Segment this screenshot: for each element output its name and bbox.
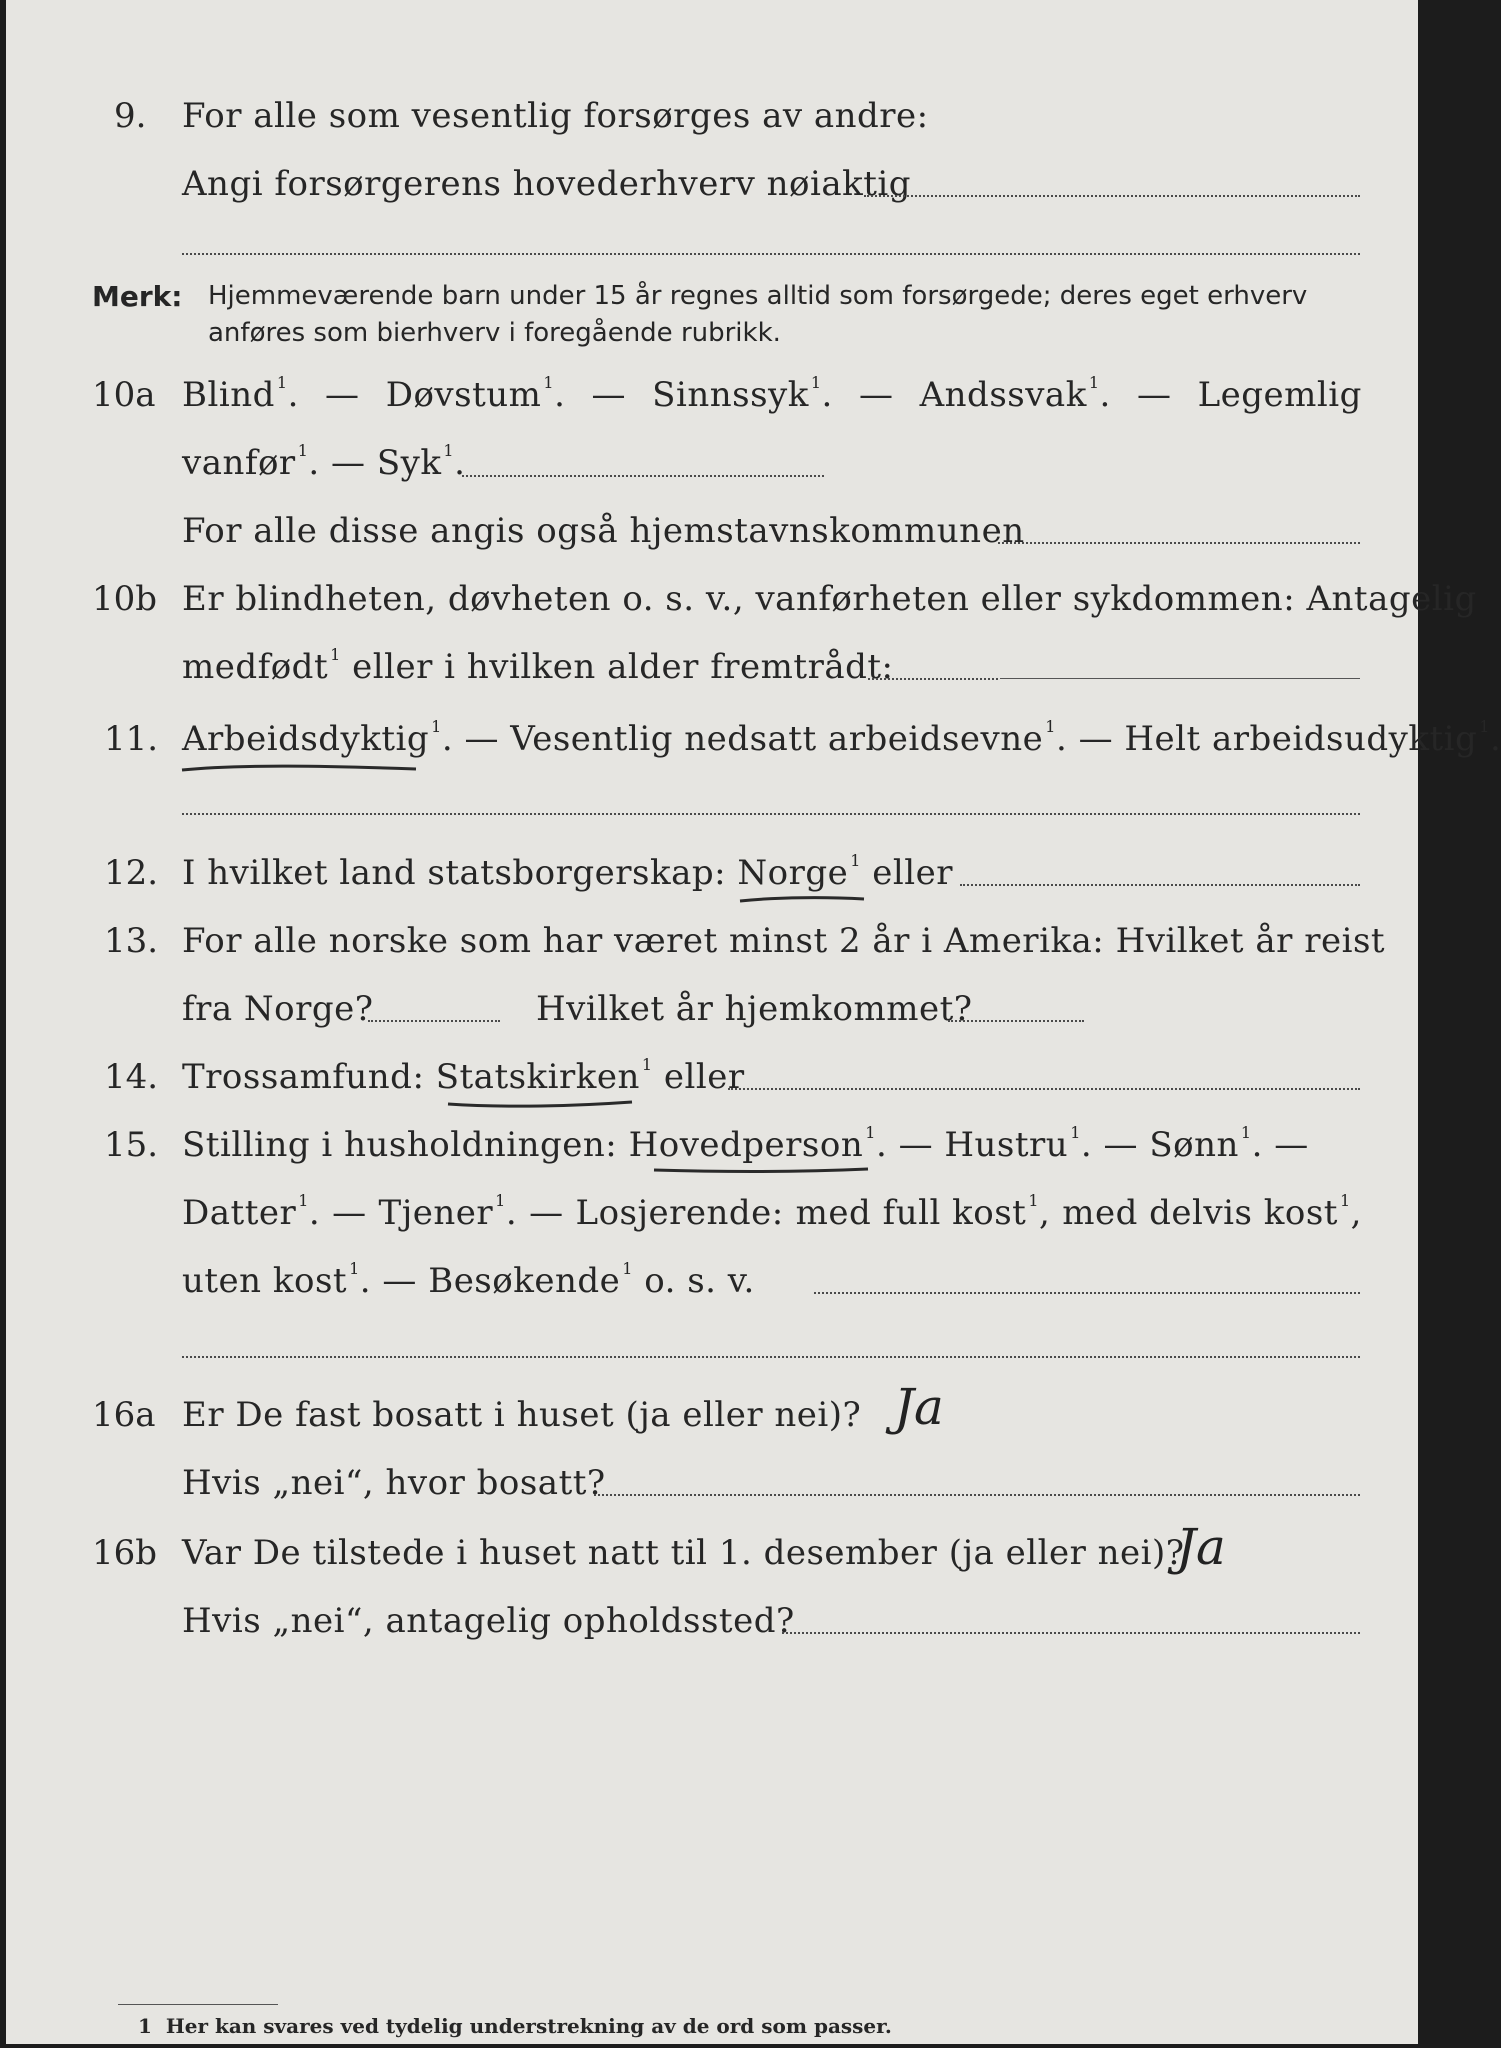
q14-handwritten-underline bbox=[446, 1098, 636, 1112]
q15-line1: Stilling i husholdningen: Hovedperson $^1$. — Hustru $^1$. — Sønn $^1$. — bbox=[182, 1123, 1309, 1165]
q16a-line1: Er De fast bosatt i huset (ja eller nei)? bbox=[182, 1395, 862, 1435]
q14-statskirken[interactable]: Statskirken bbox=[435, 1057, 640, 1097]
q10b-medfodt[interactable]: medfødt bbox=[182, 647, 329, 687]
q15-line2: Datter $^1$. — Tjener $^1$. — Losjerende: med full kost $^1$, med delvis kost $^1$, bbox=[182, 1191, 1362, 1233]
q11-line: Arbeidsdyktig $^1$. — Vesentlig nedsatt arbeidsevne $^1$. — Helt arbeidsudyktig $^1$. bbox=[182, 717, 1501, 759]
census-form-page bbox=[6, 0, 1501, 2044]
merk-line2: anføres som bierhverv i foregående rubrikk. bbox=[208, 318, 781, 348]
q9-line2: Angi forsørgerens hovederhverv nøiaktig bbox=[182, 164, 912, 204]
q10b-number: 10b bbox=[92, 579, 158, 619]
q15-handwritten-underline bbox=[652, 1164, 872, 1178]
q11-nedsatt[interactable]: Vesentlig nedsatt arbeidsevne bbox=[510, 719, 1044, 759]
q16a-fill-line[interactable] bbox=[594, 1494, 1360, 1496]
q15-tjener[interactable]: Tjener bbox=[378, 1193, 494, 1233]
q16a-handwritten-answer[interactable]: Ja bbox=[894, 1378, 944, 1436]
merk-line1: Hjemmeværende barn under 15 år regnes alltid som forsørgede; deres eget erhverv bbox=[208, 281, 1308, 311]
q15-sonn[interactable]: Sønn bbox=[1149, 1125, 1239, 1165]
q10b-line2: medfødt $^1$ eller i hvilken alder fremtrådt: bbox=[182, 645, 894, 687]
footnote-text: Her kan svares ved tydelig understrekning av de ord som passer. bbox=[165, 2014, 892, 2038]
q13-hjem-label: Hvilket år hjemkommet? bbox=[536, 989, 973, 1029]
q10a-line3: For alle disse angis også hjemstavnskommunen bbox=[182, 511, 1025, 551]
footnote bbox=[138, 2014, 892, 2038]
q15-besokende[interactable]: Besøkende bbox=[428, 1261, 621, 1301]
q12-fill-line[interactable] bbox=[960, 884, 1360, 886]
q10a-number: 10a bbox=[92, 375, 156, 415]
q15-datter[interactable]: Datter bbox=[182, 1193, 297, 1233]
q15-line3: uten kost $^1$. — Besøkende $^1$ o. s. v. bbox=[182, 1259, 755, 1301]
q13-fra-fill-line[interactable] bbox=[368, 1020, 500, 1022]
q10a-vanfor[interactable]: vanfør bbox=[182, 443, 296, 483]
q15-uten-kost[interactable]: uten kost bbox=[182, 1261, 348, 1301]
q15-hovedperson[interactable]: Hovedperson bbox=[628, 1125, 864, 1165]
q12-number: 12. bbox=[104, 853, 159, 893]
q16a-line2: Hvis „nei“, hvor bosatt? bbox=[182, 1463, 606, 1503]
q14-line: Trossamfund: Statskirken $^1$ eller bbox=[182, 1055, 745, 1097]
q13-fra-label: fra Norge? bbox=[182, 989, 374, 1029]
q10a-line2: vanfør $^1$. — Syk $^1$. bbox=[182, 441, 466, 483]
q9-number: 9. bbox=[114, 96, 147, 136]
q10a-blind[interactable]: Blind bbox=[182, 375, 275, 415]
q15-number: 15. bbox=[104, 1125, 159, 1165]
q11-arbeidsdyktig[interactable]: Arbeidsdyktig bbox=[182, 719, 430, 759]
q15-fill-line[interactable] bbox=[814, 1292, 1360, 1294]
q16b-handwritten-answer[interactable]: Ja bbox=[1176, 1518, 1226, 1576]
q16a-number: 16a bbox=[92, 1395, 156, 1435]
q10a-dovstum[interactable]: Døvstum bbox=[385, 375, 542, 415]
q15-hustru[interactable]: Hustru bbox=[944, 1125, 1069, 1165]
q16b-number: 16b bbox=[92, 1533, 158, 1573]
q10a-fill-line[interactable] bbox=[462, 475, 824, 477]
q10a-andssvak[interactable]: Andssvak bbox=[919, 375, 1087, 415]
q10a-sinnssyk[interactable]: Sinnssyk bbox=[652, 375, 809, 415]
q9-fill-line-2[interactable] bbox=[182, 253, 1360, 255]
footnote-rule bbox=[118, 2004, 278, 2005]
q14-fill-line[interactable] bbox=[728, 1088, 1360, 1090]
q13-hjem-fill-line[interactable] bbox=[948, 1020, 1084, 1022]
q10a-legemlig[interactable]: Legemlig bbox=[1197, 375, 1362, 415]
q15-full-kost[interactable]: med full kost bbox=[795, 1193, 1027, 1233]
footnote-mark: 1 bbox=[138, 2014, 152, 2038]
q15-delvis-kost[interactable]: med delvis kost bbox=[1062, 1193, 1338, 1233]
q16b-line2: Hvis „nei“, antagelig opholdssted? bbox=[182, 1601, 795, 1641]
q16b-fill-line[interactable] bbox=[782, 1632, 1360, 1634]
q9-fill-line[interactable] bbox=[864, 195, 1360, 197]
q10a-line1: Blind $^1$. — Døvstum $^1$. — Sinnssyk $^1$. — Andssvak $^1$. — Legemlig bbox=[182, 373, 1362, 415]
q10b-fill-rule bbox=[1000, 678, 1360, 679]
q14-number: 14. bbox=[104, 1057, 159, 1097]
q12-handwritten-underline bbox=[738, 893, 868, 907]
q10a-hjemstavn-fill-line[interactable] bbox=[998, 542, 1360, 544]
merk-label: Merk: bbox=[92, 280, 183, 313]
q10b-line1: Er blindheten, døvheten o. s. v., vanførheten eller sykdommen: Antagelig bbox=[182, 579, 1477, 619]
q16b-line1: Var De tilstede i huset natt til 1. desember (ja eller nei)? bbox=[182, 1533, 1185, 1573]
q12-norge[interactable]: Norge bbox=[737, 853, 849, 893]
q11-handwritten-underline bbox=[180, 762, 420, 778]
q9-line1: For alle som vesentlig forsørges av andre: bbox=[182, 96, 929, 136]
q11-fill-line[interactable] bbox=[182, 813, 1360, 815]
q11-number: 11. bbox=[104, 719, 159, 759]
q12-line: I hvilket land statsborgerskap: Norge $^1$ eller bbox=[182, 851, 953, 893]
q10a-syk[interactable]: Syk bbox=[376, 443, 442, 483]
q11-udyktig[interactable]: Helt arbeidsudyktig bbox=[1124, 719, 1478, 759]
q15-losjerende: Losjerende: bbox=[575, 1193, 784, 1233]
q15-fill-line-2[interactable] bbox=[182, 1356, 1360, 1358]
q13-number: 13. bbox=[104, 921, 159, 961]
q10b-fill-line[interactable] bbox=[868, 678, 998, 680]
q13-line1: For alle norske som har været minst 2 år i Amerika: Hvilket år reist bbox=[182, 921, 1386, 961]
